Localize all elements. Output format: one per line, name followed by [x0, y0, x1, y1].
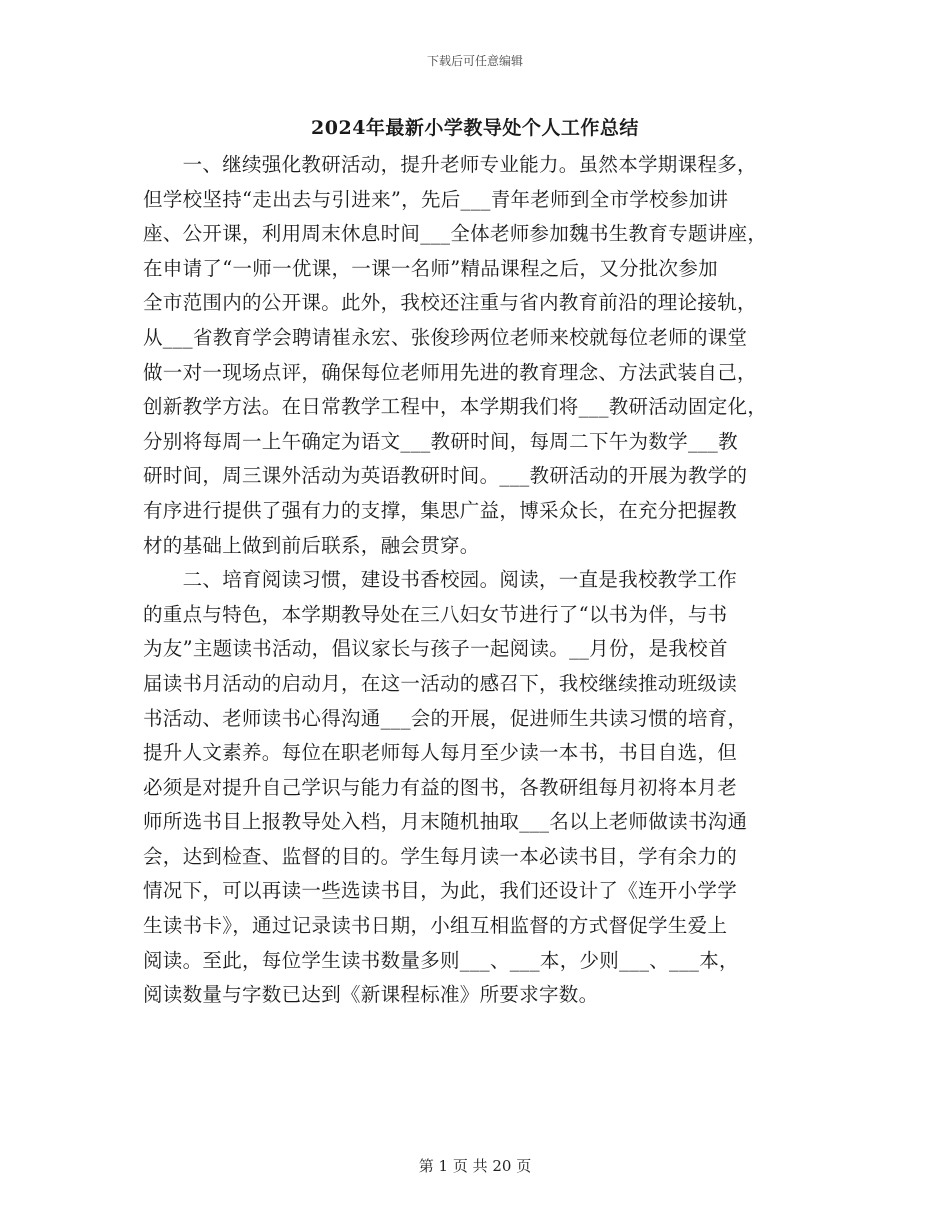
text-line: 阅读数量与字数已达到《新课程标准》所要求字数。: [143, 983, 599, 1007]
text-line: 师所选书目上报教导处入档，月末随机抽取___名以上老师做读书沟通: [143, 810, 748, 834]
text-line: 但学校坚持“走出去与引进来”，先后___青年老师到全市学校参加讲: [143, 187, 729, 211]
text-line: 为友”主题读书活动，倡议家长与孩子一起阅读。__月份，是我校首: [143, 637, 728, 661]
text-line: 一、继续强化教研活动，提升老师专业能力。虽然本学期课程多，: [143, 153, 757, 176]
text-line: 从___省教育学会聘请崔永宏、张俊珍两位老师来校就每位老师的课堂: [143, 325, 748, 349]
text-line: 全市范围内的公开课。此外，我校还注重与省内教育前沿的理论接轨，: [143, 291, 757, 315]
header-note: 下载后可任意编辑: [426, 54, 523, 68]
text-line: 阅读。至此，每位学生读书数量多则___、___本，少则___、___本，: [143, 948, 739, 972]
text-line: 生读书卡》，通过记录读书日期，小组互相监督的方式督促学生爱上: [143, 914, 728, 938]
text-line: 提升人文素养。每位在职老师每人每月至少读一本书，书目自选，但: [143, 741, 738, 765]
text-line: 必须是对提升自己学识与能力有益的图书，各教研组每月初将本月老: [143, 775, 738, 799]
text-line: 情况下，可以再读一些选读书目，为此，我们还设计了《连开小学学: [143, 879, 738, 903]
text-line: 在申请了“一师一优课，一课一名师”精品课程之后，又分批次参加: [143, 256, 718, 280]
text-line: 会，达到检查、监督的目的。学生每月读一本必读书目，学有余力的: [143, 844, 738, 868]
page-number: 第 1 页 共 20 页: [418, 1157, 532, 1175]
text-line: 做一对一现场点评，确保每位老师用先进的教育理念、方法武装自己，: [143, 360, 757, 384]
text-line: 座、公开课，利用周末休息时间___全体老师参加魏书生教育专题讲座，: [143, 222, 768, 246]
text-line: 材的基础上做到前后联系，融会贯穿。: [143, 533, 480, 557]
text-line: 书活动、老师读书心得沟通___会的开展，促进师生共读习惯的培育，: [143, 706, 748, 730]
text-line: 研时间，周三课外活动为英语教研时间。___教研活动的开展为教学的: [143, 464, 748, 488]
text-line: 二、培育阅读习惯，建设书香校园。阅读，一直是我校教学工作: [143, 568, 738, 592]
document-title: 2024年最新小学教导处个人工作总结: [311, 117, 639, 139]
text-line: 届读书月活动的启动月，在这一活动的感召下，我校继续推动班级读: [143, 671, 738, 695]
text-line: 分别将每周一上午确定为语文___教研时间，每周二下午为数学___教: [143, 429, 738, 453]
text-line: 有序进行提供了强有力的支撑，集思广益，博采众长，在充分把握教: [143, 498, 738, 522]
text-line: 的重点与特色，本学期教导处在三八妇女节进行了“以书为伴，与书: [143, 602, 728, 626]
document-body: [143, 148, 823, 1013]
text-line: 创新教学方法。在日常教学工程中，本学期我们将___教研活动固定化，: [143, 395, 768, 419]
